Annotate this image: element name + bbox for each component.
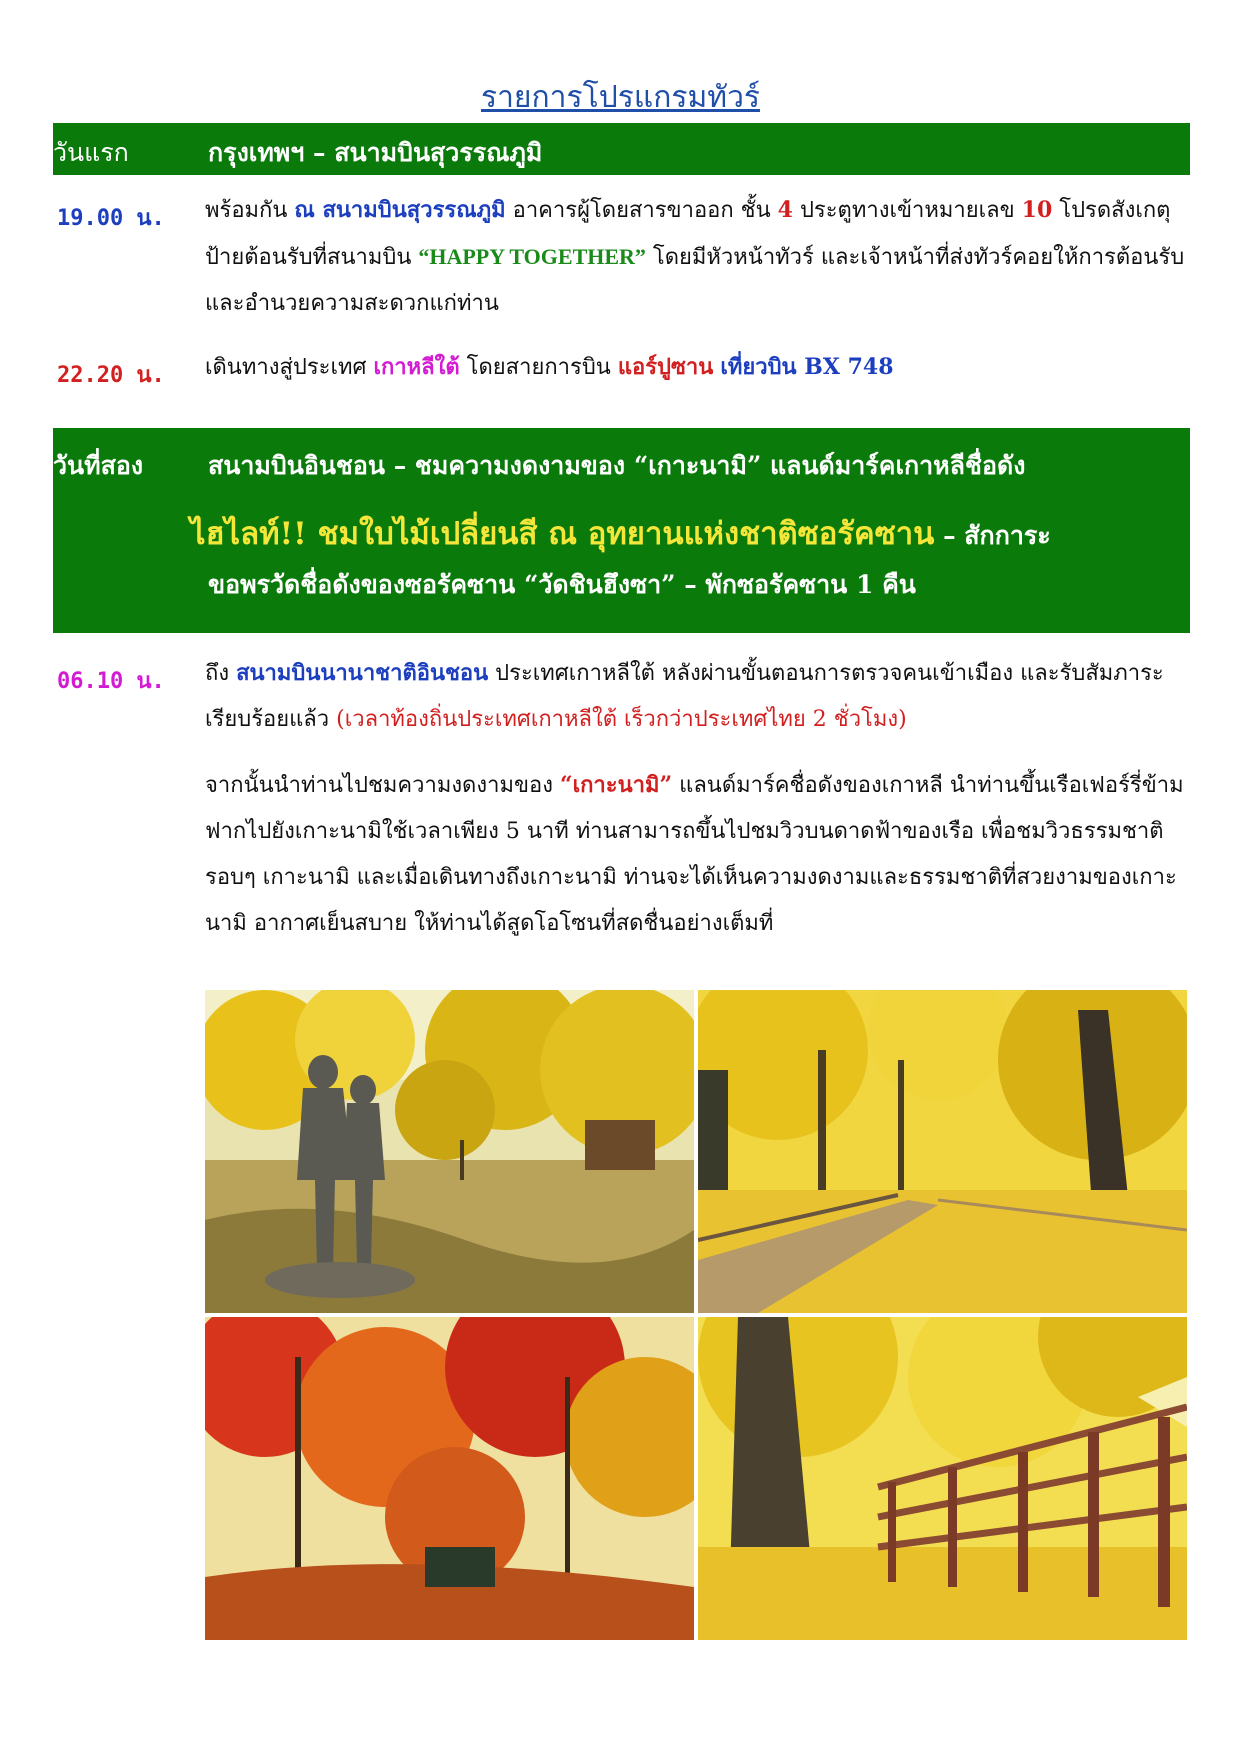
page-title: รายการโปรแกรมทัวร์ <box>480 80 761 115</box>
day2-highlight: ไฮไลท์!! ชมใบไม้เปลี่ยนสี ณ อุทยานแห่งชาติซอรัคซาน <box>190 516 935 552</box>
text-run: โดยมีหัวหน้าทัวร์ และเจ้าหน้าที่ส่งทัวร์คอยให้การต้อนรับ และอำนวยความสะดวกแก่ท่าน <box>205 245 1185 316</box>
gate-number: 10 <box>1021 197 1053 223</box>
text-run: อาคารผู้โดยสารขาออก ชั้น <box>505 198 778 223</box>
happy-together-text: “HAPPY TOGETHER” <box>418 244 646 269</box>
text-run: เดินทางสู่ประเทศ <box>205 355 374 380</box>
day1-band <box>53 123 1190 175</box>
photo-ginkgo-fence <box>698 1317 1187 1640</box>
item-2220-text <box>205 344 1185 391</box>
day2-line2-rest: – สักการะ <box>934 521 1051 550</box>
text-run: พร้อมกัน <box>205 198 295 223</box>
time-2220: 22.20 น. <box>57 363 165 388</box>
suvarnabhumi-text: ณ สนามบินสุวรรณภูมิ <box>294 197 506 223</box>
item-1900-text <box>205 187 1185 327</box>
text-run: ประตูทางเข้าหมายเลข <box>792 198 1022 223</box>
text-run: แลนด์มาร์คชื่อดังของเกาหลี นำท่านขึ้นเรือเฟอร์รี่ข้ามฟากไปยังเกาะนามิใช้เวลาเพียง 5 นาที ท่านสามารถขึ้นไปชมวิวบนดาดฟ้าของเรือ เพื่อชมวิวธรรมชาติรอบๆ เกาะนามิ และเมื่อเดินทางถึงเกาะนามิ ท่านจะได้เห็นความงดงามและธรรมชาติที่สวยงามของเกาะนามิ อากาศเย็นสบาย ให้ท่านได้สูดโอโซนที่สดชื่นอย่างเต็มที่ <box>205 773 1184 936</box>
flight-number-text: เที่ยวบิน BX 748 <box>720 354 894 380</box>
text-run: ประเทศเกาหลีใต้ หลังผ่านขั้นตอนการตรวจคนเข้าเมือง และรับสัมภาระเรียบร้อยแล้ว <box>205 661 1164 732</box>
photo-red-maple <box>205 1317 694 1640</box>
day1-heading: กรุงเทพฯ – สนามบินสุวรรณภูมิ <box>208 138 543 167</box>
text-run: ถึง <box>205 661 237 686</box>
day2-label: วันที่สอง <box>53 451 144 480</box>
item-0610-text <box>205 650 1185 743</box>
day2-line3: ขอพรวัดชื่อดังของซอรัคซาน “วัดชินฮึงซา” – พักซอรัคซาน 1 คืน <box>208 570 916 599</box>
photo-gallery <box>205 990 1187 1640</box>
nami-island-text: “เกาะนามิ” <box>559 772 673 798</box>
air-busan-text: แอร์ปูซาน <box>617 354 714 380</box>
text-run: โปรดสังเกตุป้ายต้อนรับที่สนามบิน <box>205 198 1171 270</box>
day2-line1: สนามบินอินชอน – ชมความงดงามของ “เกาะนามิ” แลนด์มาร์คเกาหลีชื่อดัง <box>208 451 1026 480</box>
incheon-airport-text: สนามบินนานาชาติอินชอน <box>236 660 489 686</box>
photo-statue-couple <box>205 990 694 1313</box>
day2-band <box>53 428 1190 633</box>
nami-paragraph <box>205 762 1185 947</box>
text-run: จากนั้นนำท่านไปชมความงดงามของ <box>205 773 560 798</box>
day1-label: วันแรก <box>53 138 129 167</box>
text-run: โดยสายการบิน <box>459 355 618 380</box>
timezone-note: (เวลาท้องถิ่นประเทศเกาหลีใต้ เร็วกว่าประเทศไทย 2 ชั่วโมง) <box>336 707 907 732</box>
day2-line2 <box>190 508 1051 558</box>
korea-text: เกาหลีใต้ <box>373 354 460 380</box>
time-1900: 19.00 น. <box>57 206 165 231</box>
floor-number: 4 <box>777 197 793 223</box>
time-0610: 06.10 น. <box>57 669 165 694</box>
photo-ginkgo-boardwalk <box>698 990 1187 1313</box>
